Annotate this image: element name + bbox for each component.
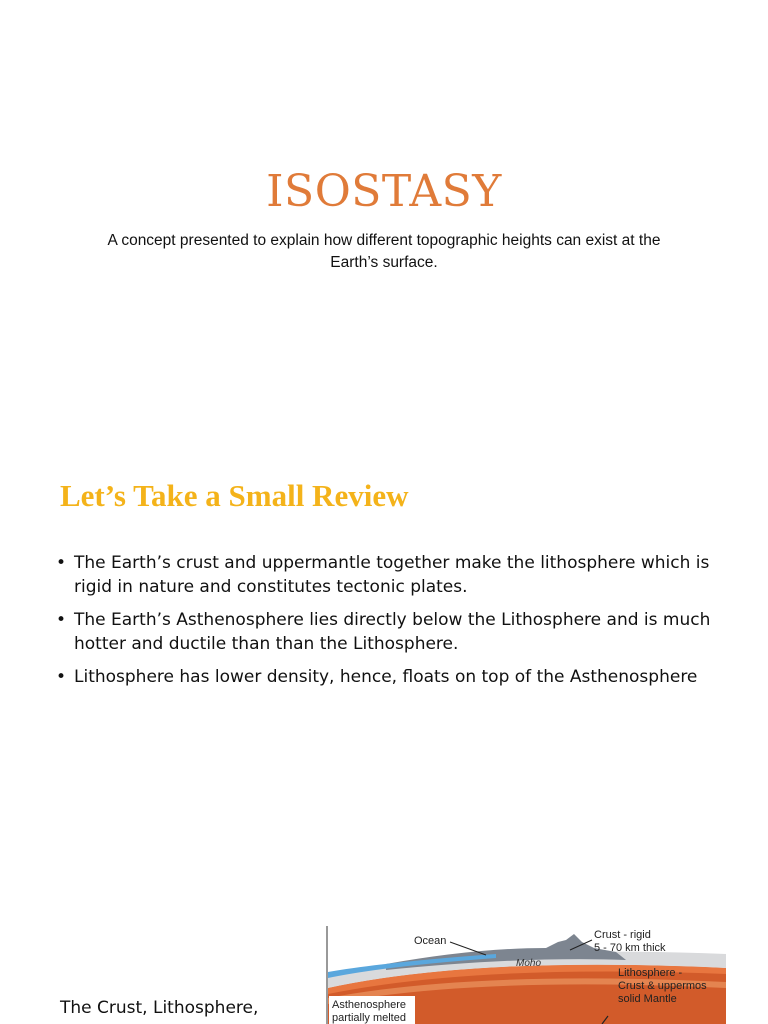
review-heading: Let’s Take a Small Review [60, 478, 409, 513]
label-crust-2: 5 - 70 km thick [594, 942, 666, 954]
bullet-dot-icon: • [56, 667, 67, 687]
label-crust-1: Crust - rigid [594, 929, 651, 941]
slide3-caption: The Crust, Lithosphere, [60, 998, 259, 1018]
label-astheno-2: partially melted [332, 1012, 406, 1024]
slide-subtitle: A concept presented to explain how different topographic heights can exist at the Earth’s surface. [107, 232, 661, 271]
label-lithosphere-1: Lithosphere - [618, 967, 683, 979]
bullet-dot-icon: • [56, 610, 67, 630]
label-moho: Moho [516, 958, 542, 969]
label-ocean: Ocean [414, 935, 447, 947]
label-astheno-1: Asthenosphere [332, 999, 406, 1011]
bullet-text: Lithosphere has lower density, hence, floats on top of the Asthenosphere [74, 667, 698, 687]
earth-layers-svg [326, 926, 726, 1024]
label-lithosphere-2: Crust & uppermos [618, 980, 707, 992]
bullet-item [56, 608, 716, 656]
earth-layers-diagram [326, 926, 726, 1024]
bullet-text: The Earth’s Asthenosphere lies directly below the Lithosphere and is much hotter and ductile than than the Lithosphere. [74, 610, 711, 654]
bullet-dot-icon: • [56, 553, 67, 573]
bullet-text: The Earth’s crust and uppermantle together make the lithosphere which is rigid in nature and constitutes tectonic plates. [74, 553, 710, 597]
review-bullet-list [56, 551, 716, 698]
slide-title-isostasy: ISOSTASY [266, 166, 502, 217]
label-lithosphere-3: solid Mantle [618, 993, 677, 1005]
bullet-item [56, 665, 716, 689]
bullet-item [56, 551, 716, 599]
